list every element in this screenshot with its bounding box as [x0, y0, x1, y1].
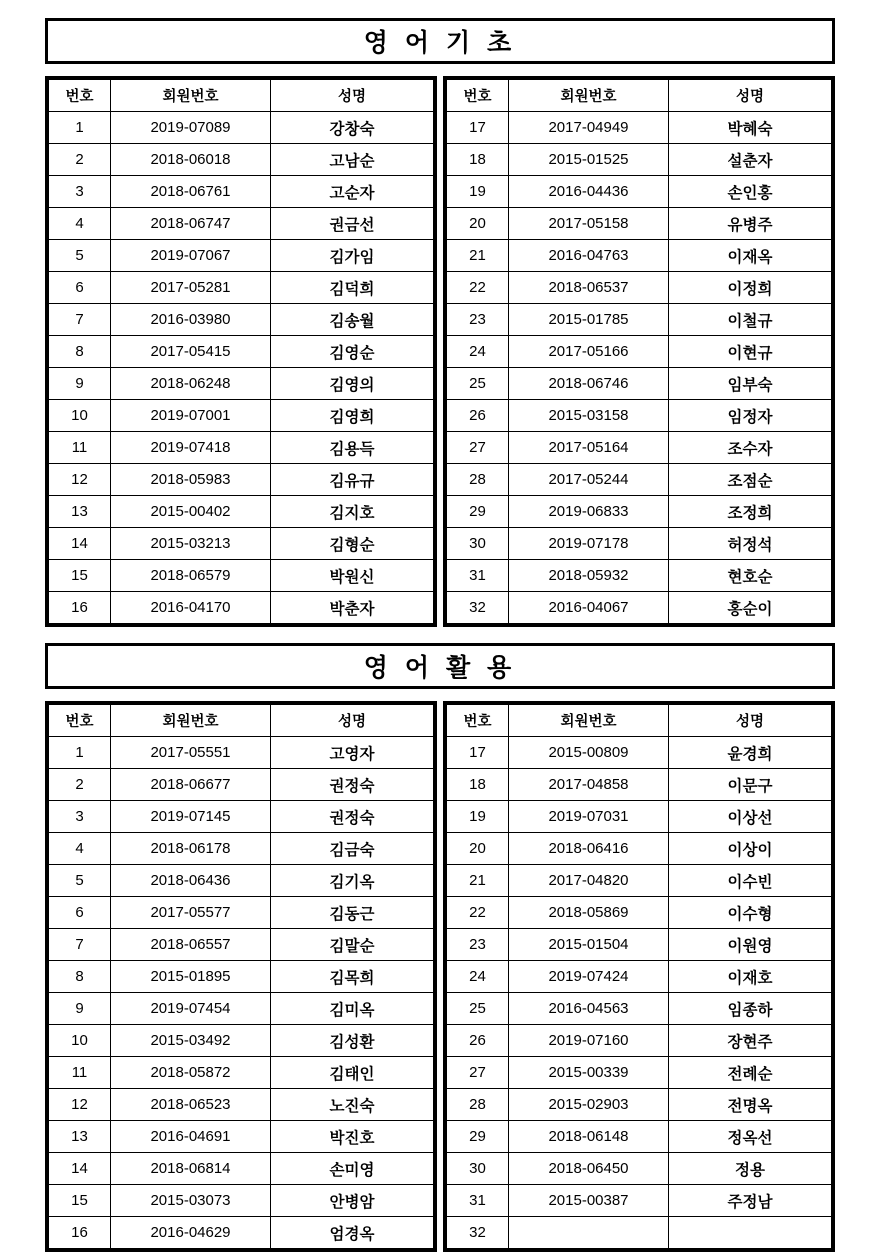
cell-no: 8	[49, 961, 111, 993]
cell-member-id: 2017-05551	[111, 737, 271, 769]
cell-no: 16	[49, 1217, 111, 1249]
cell-name: 박혜숙	[669, 112, 832, 144]
cell-no: 29	[447, 496, 509, 528]
cell-member-id: 2017-05281	[111, 272, 271, 304]
cell-no: 11	[49, 432, 111, 464]
cell-no: 21	[447, 865, 509, 897]
cell-member-id: 2017-05158	[509, 208, 669, 240]
cell-no: 19	[447, 801, 509, 833]
cell-no: 24	[447, 336, 509, 368]
cell-name: 안병암	[271, 1185, 434, 1217]
cell-no: 17	[447, 112, 509, 144]
table-row	[447, 240, 832, 272]
table-row	[49, 112, 434, 144]
table-row	[49, 560, 434, 592]
cell-name: 고순자	[271, 176, 434, 208]
cell-member-id: 2015-01504	[509, 929, 669, 961]
cell-member-id: 2018-06436	[111, 865, 271, 897]
cell-member-id: 2018-06579	[111, 560, 271, 592]
cell-name: 박춘자	[271, 592, 434, 624]
cell-member-id: 2019-07160	[509, 1025, 669, 1057]
cell-name: 김형순	[271, 528, 434, 560]
cell-no: 22	[447, 897, 509, 929]
table-row	[49, 432, 434, 464]
table-row	[447, 432, 832, 464]
table-row	[49, 961, 434, 993]
table-row	[447, 769, 832, 801]
roster-table-right-wrap	[443, 701, 835, 1252]
cell-no: 11	[49, 1057, 111, 1089]
cell-no: 27	[447, 432, 509, 464]
cell-name: 전례순	[669, 1057, 832, 1089]
cell-no: 1	[49, 112, 111, 144]
table-row	[49, 208, 434, 240]
cell-member-id: 2016-04067	[509, 592, 669, 624]
cell-name: 박진호	[271, 1121, 434, 1153]
section-title-box	[45, 18, 835, 64]
cell-member-id: 2017-05415	[111, 336, 271, 368]
cell-name	[669, 1217, 832, 1249]
cell-member-id: 2015-00387	[509, 1185, 669, 1217]
cell-name: 노진숙	[271, 1089, 434, 1121]
cell-member-id: 2016-04629	[111, 1217, 271, 1249]
cell-name: 김성환	[271, 1025, 434, 1057]
table-row	[49, 1025, 434, 1057]
cell-name: 설춘자	[669, 144, 832, 176]
cell-member-id: 2017-04820	[509, 865, 669, 897]
column-header-no: 번호	[447, 80, 509, 112]
table-row	[49, 769, 434, 801]
cell-member-id: 2018-06148	[509, 1121, 669, 1153]
cell-name: 권정숙	[271, 801, 434, 833]
cell-name: 김기옥	[271, 865, 434, 897]
section-spacer	[45, 627, 835, 643]
tables-row	[45, 701, 835, 1252]
cell-member-id: 2015-03073	[111, 1185, 271, 1217]
table-row	[447, 1089, 832, 1121]
column-header-name: 성명	[669, 705, 832, 737]
cell-no: 10	[49, 1025, 111, 1057]
table-row	[447, 1185, 832, 1217]
table-row	[447, 1025, 832, 1057]
table-row	[49, 176, 434, 208]
cell-name: 김목희	[271, 961, 434, 993]
table-row	[447, 368, 832, 400]
cell-no: 9	[49, 993, 111, 1025]
table-row	[49, 993, 434, 1025]
cell-name: 손미영	[271, 1153, 434, 1185]
table-row	[447, 176, 832, 208]
table-row	[447, 304, 832, 336]
cell-name: 이원영	[669, 929, 832, 961]
cell-name: 현호순	[669, 560, 832, 592]
cell-member-id: 2018-05872	[111, 1057, 271, 1089]
table-row	[49, 304, 434, 336]
cell-member-id: 2016-04170	[111, 592, 271, 624]
table-row	[49, 801, 434, 833]
cell-name: 김가임	[271, 240, 434, 272]
cell-member-id: 2016-04436	[509, 176, 669, 208]
roster-table-right	[446, 704, 832, 1249]
cell-name: 이정희	[669, 272, 832, 304]
cell-no: 2	[49, 144, 111, 176]
cell-name: 전명옥	[669, 1089, 832, 1121]
cell-member-id: 2018-06761	[111, 176, 271, 208]
cell-no: 23	[447, 929, 509, 961]
table-row	[447, 993, 832, 1025]
cell-name: 정옥선	[669, 1121, 832, 1153]
cell-name: 임정자	[669, 400, 832, 432]
table-row	[447, 464, 832, 496]
cell-no: 7	[49, 304, 111, 336]
cell-no: 20	[447, 833, 509, 865]
table-row	[49, 272, 434, 304]
table-row	[447, 833, 832, 865]
table-row	[447, 961, 832, 993]
table-row	[447, 112, 832, 144]
cell-no: 16	[49, 592, 111, 624]
table-header-row	[49, 80, 434, 112]
cell-name: 주정남	[669, 1185, 832, 1217]
cell-name: 김영순	[271, 336, 434, 368]
cell-name: 이재호	[669, 961, 832, 993]
cell-name: 허정석	[669, 528, 832, 560]
column-header-member-id: 회원번호	[509, 705, 669, 737]
table-row	[447, 801, 832, 833]
cell-member-id: 2019-07145	[111, 801, 271, 833]
table-row	[49, 929, 434, 961]
cell-no: 22	[447, 272, 509, 304]
cell-member-id: 2018-06416	[509, 833, 669, 865]
section-english-applied	[45, 643, 835, 1252]
cell-member-id: 2019-07454	[111, 993, 271, 1025]
cell-member-id: 2015-02903	[509, 1089, 669, 1121]
cell-member-id: 2018-05932	[509, 560, 669, 592]
table-row	[447, 897, 832, 929]
cell-no: 9	[49, 368, 111, 400]
table-row	[447, 865, 832, 897]
page-title: 영 어 기 초	[363, 29, 517, 57]
cell-name: 이철규	[669, 304, 832, 336]
cell-no: 18	[447, 769, 509, 801]
cell-member-id: 2017-05166	[509, 336, 669, 368]
cell-member-id: 2015-01785	[509, 304, 669, 336]
cell-name: 윤경희	[669, 737, 832, 769]
table-row	[49, 336, 434, 368]
cell-member-id: 2015-03158	[509, 400, 669, 432]
cell-member-id: 2016-03980	[111, 304, 271, 336]
table-row	[49, 1121, 434, 1153]
cell-name: 권금선	[271, 208, 434, 240]
cell-name: 임종하	[669, 993, 832, 1025]
table-row	[447, 208, 832, 240]
cell-no: 29	[447, 1121, 509, 1153]
cell-no: 26	[447, 1025, 509, 1057]
table-row	[49, 897, 434, 929]
cell-name: 임부숙	[669, 368, 832, 400]
cell-member-id: 2017-05577	[111, 897, 271, 929]
cell-member-id	[509, 1217, 669, 1249]
cell-member-id: 2015-01895	[111, 961, 271, 993]
cell-member-id: 2018-06248	[111, 368, 271, 400]
cell-name: 이상선	[669, 801, 832, 833]
table-row	[49, 400, 434, 432]
cell-member-id: 2018-06746	[509, 368, 669, 400]
cell-no: 13	[49, 496, 111, 528]
column-header-member-id: 회원번호	[509, 80, 669, 112]
column-header-member-id: 회원번호	[111, 705, 271, 737]
cell-name: 고영자	[271, 737, 434, 769]
cell-no: 32	[447, 1217, 509, 1249]
cell-no: 14	[49, 1153, 111, 1185]
cell-name: 권정숙	[271, 769, 434, 801]
cell-no: 4	[49, 833, 111, 865]
cell-name: 장현주	[669, 1025, 832, 1057]
cell-no: 25	[447, 368, 509, 400]
cell-no: 14	[49, 528, 111, 560]
cell-no: 23	[447, 304, 509, 336]
cell-name: 이수빈	[669, 865, 832, 897]
cell-name: 김말순	[271, 929, 434, 961]
cell-no: 8	[49, 336, 111, 368]
cell-no: 31	[447, 1185, 509, 1217]
cell-name: 엄경옥	[271, 1217, 434, 1249]
table-row	[447, 737, 832, 769]
cell-name: 김미옥	[271, 993, 434, 1025]
cell-no: 3	[49, 801, 111, 833]
column-header-no: 번호	[49, 705, 111, 737]
cell-name: 정용	[669, 1153, 832, 1185]
table-row	[49, 833, 434, 865]
cell-name: 김송월	[271, 304, 434, 336]
cell-no: 20	[447, 208, 509, 240]
cell-name: 조정희	[669, 496, 832, 528]
cell-member-id: 2015-03492	[111, 1025, 271, 1057]
cell-member-id: 2017-05164	[509, 432, 669, 464]
table-row	[447, 336, 832, 368]
cell-member-id: 2019-06833	[509, 496, 669, 528]
table-row	[447, 496, 832, 528]
cell-name: 강창숙	[271, 112, 434, 144]
cell-member-id: 2017-04949	[509, 112, 669, 144]
cell-no: 12	[49, 1089, 111, 1121]
cell-member-id: 2018-06814	[111, 1153, 271, 1185]
cell-member-id: 2019-07418	[111, 432, 271, 464]
cell-name: 김금숙	[271, 833, 434, 865]
cell-name: 김지호	[271, 496, 434, 528]
cell-name: 박원신	[271, 560, 434, 592]
cell-name: 조점순	[669, 464, 832, 496]
cell-name: 이상이	[669, 833, 832, 865]
cell-member-id: 2019-07424	[509, 961, 669, 993]
cell-no: 10	[49, 400, 111, 432]
table-header-row	[447, 80, 832, 112]
table-row	[447, 272, 832, 304]
cell-member-id: 2016-04763	[509, 240, 669, 272]
cell-name: 김용득	[271, 432, 434, 464]
cell-member-id: 2018-06018	[111, 144, 271, 176]
roster-table-left	[48, 79, 434, 624]
cell-member-id: 2019-07089	[111, 112, 271, 144]
cell-no: 30	[447, 1153, 509, 1185]
cell-no: 3	[49, 176, 111, 208]
table-row	[447, 1217, 832, 1249]
cell-no: 5	[49, 865, 111, 897]
cell-no: 28	[447, 464, 509, 496]
table-header-row	[49, 705, 434, 737]
roster-table-left	[48, 704, 434, 1249]
cell-name: 김동근	[271, 897, 434, 929]
cell-name: 이문구	[669, 769, 832, 801]
cell-member-id: 2018-06747	[111, 208, 271, 240]
cell-no: 19	[447, 176, 509, 208]
cell-member-id: 2018-05983	[111, 464, 271, 496]
cell-name: 김유규	[271, 464, 434, 496]
table-row	[49, 737, 434, 769]
cell-no: 18	[447, 144, 509, 176]
table-row	[447, 528, 832, 560]
section-english-basic	[45, 18, 835, 627]
table-row	[447, 400, 832, 432]
roster-table-right	[446, 79, 832, 624]
cell-no: 13	[49, 1121, 111, 1153]
table-row	[49, 496, 434, 528]
table-row	[447, 592, 832, 624]
cell-member-id: 2018-06450	[509, 1153, 669, 1185]
cell-member-id: 2016-04563	[509, 993, 669, 1025]
roster-table-right-wrap	[443, 76, 835, 627]
column-header-member-id: 회원번호	[111, 80, 271, 112]
cell-no: 2	[49, 769, 111, 801]
table-row	[49, 144, 434, 176]
cell-no: 12	[49, 464, 111, 496]
table-row	[447, 929, 832, 961]
cell-member-id: 2017-04858	[509, 769, 669, 801]
table-header-row	[447, 705, 832, 737]
cell-no: 1	[49, 737, 111, 769]
cell-name: 김영의	[271, 368, 434, 400]
table-row	[49, 368, 434, 400]
cell-no: 6	[49, 272, 111, 304]
table-row	[49, 1153, 434, 1185]
cell-no: 25	[447, 993, 509, 1025]
cell-name: 홍순이	[669, 592, 832, 624]
cell-member-id: 2015-03213	[111, 528, 271, 560]
cell-name: 이재옥	[669, 240, 832, 272]
cell-no: 24	[447, 961, 509, 993]
cell-no: 17	[447, 737, 509, 769]
table-row	[49, 1217, 434, 1249]
cell-member-id: 2015-01525	[509, 144, 669, 176]
table-row	[49, 1057, 434, 1089]
cell-no: 15	[49, 1185, 111, 1217]
roster-table-left-wrap	[45, 76, 437, 627]
table-row	[49, 865, 434, 897]
cell-member-id: 2019-07031	[509, 801, 669, 833]
cell-name: 손인홍	[669, 176, 832, 208]
table-row	[49, 528, 434, 560]
page-title: 영 어 활 용	[363, 654, 517, 682]
cell-no: 15	[49, 560, 111, 592]
cell-no: 5	[49, 240, 111, 272]
tables-row	[45, 76, 835, 627]
table-row	[49, 592, 434, 624]
cell-no: 30	[447, 528, 509, 560]
cell-name: 김태인	[271, 1057, 434, 1089]
cell-name: 이수형	[669, 897, 832, 929]
cell-name: 김덕희	[271, 272, 434, 304]
cell-member-id: 2018-06523	[111, 1089, 271, 1121]
cell-member-id: 2015-00339	[509, 1057, 669, 1089]
cell-name: 고남순	[271, 144, 434, 176]
cell-name: 이현규	[669, 336, 832, 368]
cell-member-id: 2018-05869	[509, 897, 669, 929]
column-header-no: 번호	[49, 80, 111, 112]
cell-member-id: 2018-06557	[111, 929, 271, 961]
table-row	[447, 1153, 832, 1185]
column-header-name: 성명	[271, 705, 434, 737]
column-header-name: 성명	[669, 80, 832, 112]
cell-no: 21	[447, 240, 509, 272]
table-row	[447, 560, 832, 592]
cell-no: 32	[447, 592, 509, 624]
cell-no: 4	[49, 208, 111, 240]
table-row	[447, 144, 832, 176]
cell-member-id: 2019-07067	[111, 240, 271, 272]
cell-member-id: 2016-04691	[111, 1121, 271, 1153]
cell-no: 6	[49, 897, 111, 929]
cell-no: 28	[447, 1089, 509, 1121]
cell-member-id: 2018-06178	[111, 833, 271, 865]
cell-no: 27	[447, 1057, 509, 1089]
table-row	[49, 240, 434, 272]
cell-member-id: 2015-00809	[509, 737, 669, 769]
cell-member-id: 2019-07178	[509, 528, 669, 560]
cell-name: 조수자	[669, 432, 832, 464]
column-header-no: 번호	[447, 705, 509, 737]
roster-table-left-wrap	[45, 701, 437, 1252]
cell-name: 김영희	[271, 400, 434, 432]
table-row	[447, 1121, 832, 1153]
section-title-box	[45, 643, 835, 689]
cell-no: 7	[49, 929, 111, 961]
cell-member-id: 2018-06537	[509, 272, 669, 304]
cell-member-id: 2017-05244	[509, 464, 669, 496]
cell-member-id: 2015-00402	[111, 496, 271, 528]
table-row	[49, 1089, 434, 1121]
table-row	[49, 464, 434, 496]
cell-no: 31	[447, 560, 509, 592]
column-header-name: 성명	[271, 80, 434, 112]
table-row	[49, 1185, 434, 1217]
table-row	[447, 1057, 832, 1089]
cell-member-id: 2018-06677	[111, 769, 271, 801]
cell-no: 26	[447, 400, 509, 432]
cell-name: 유병주	[669, 208, 832, 240]
cell-member-id: 2019-07001	[111, 400, 271, 432]
